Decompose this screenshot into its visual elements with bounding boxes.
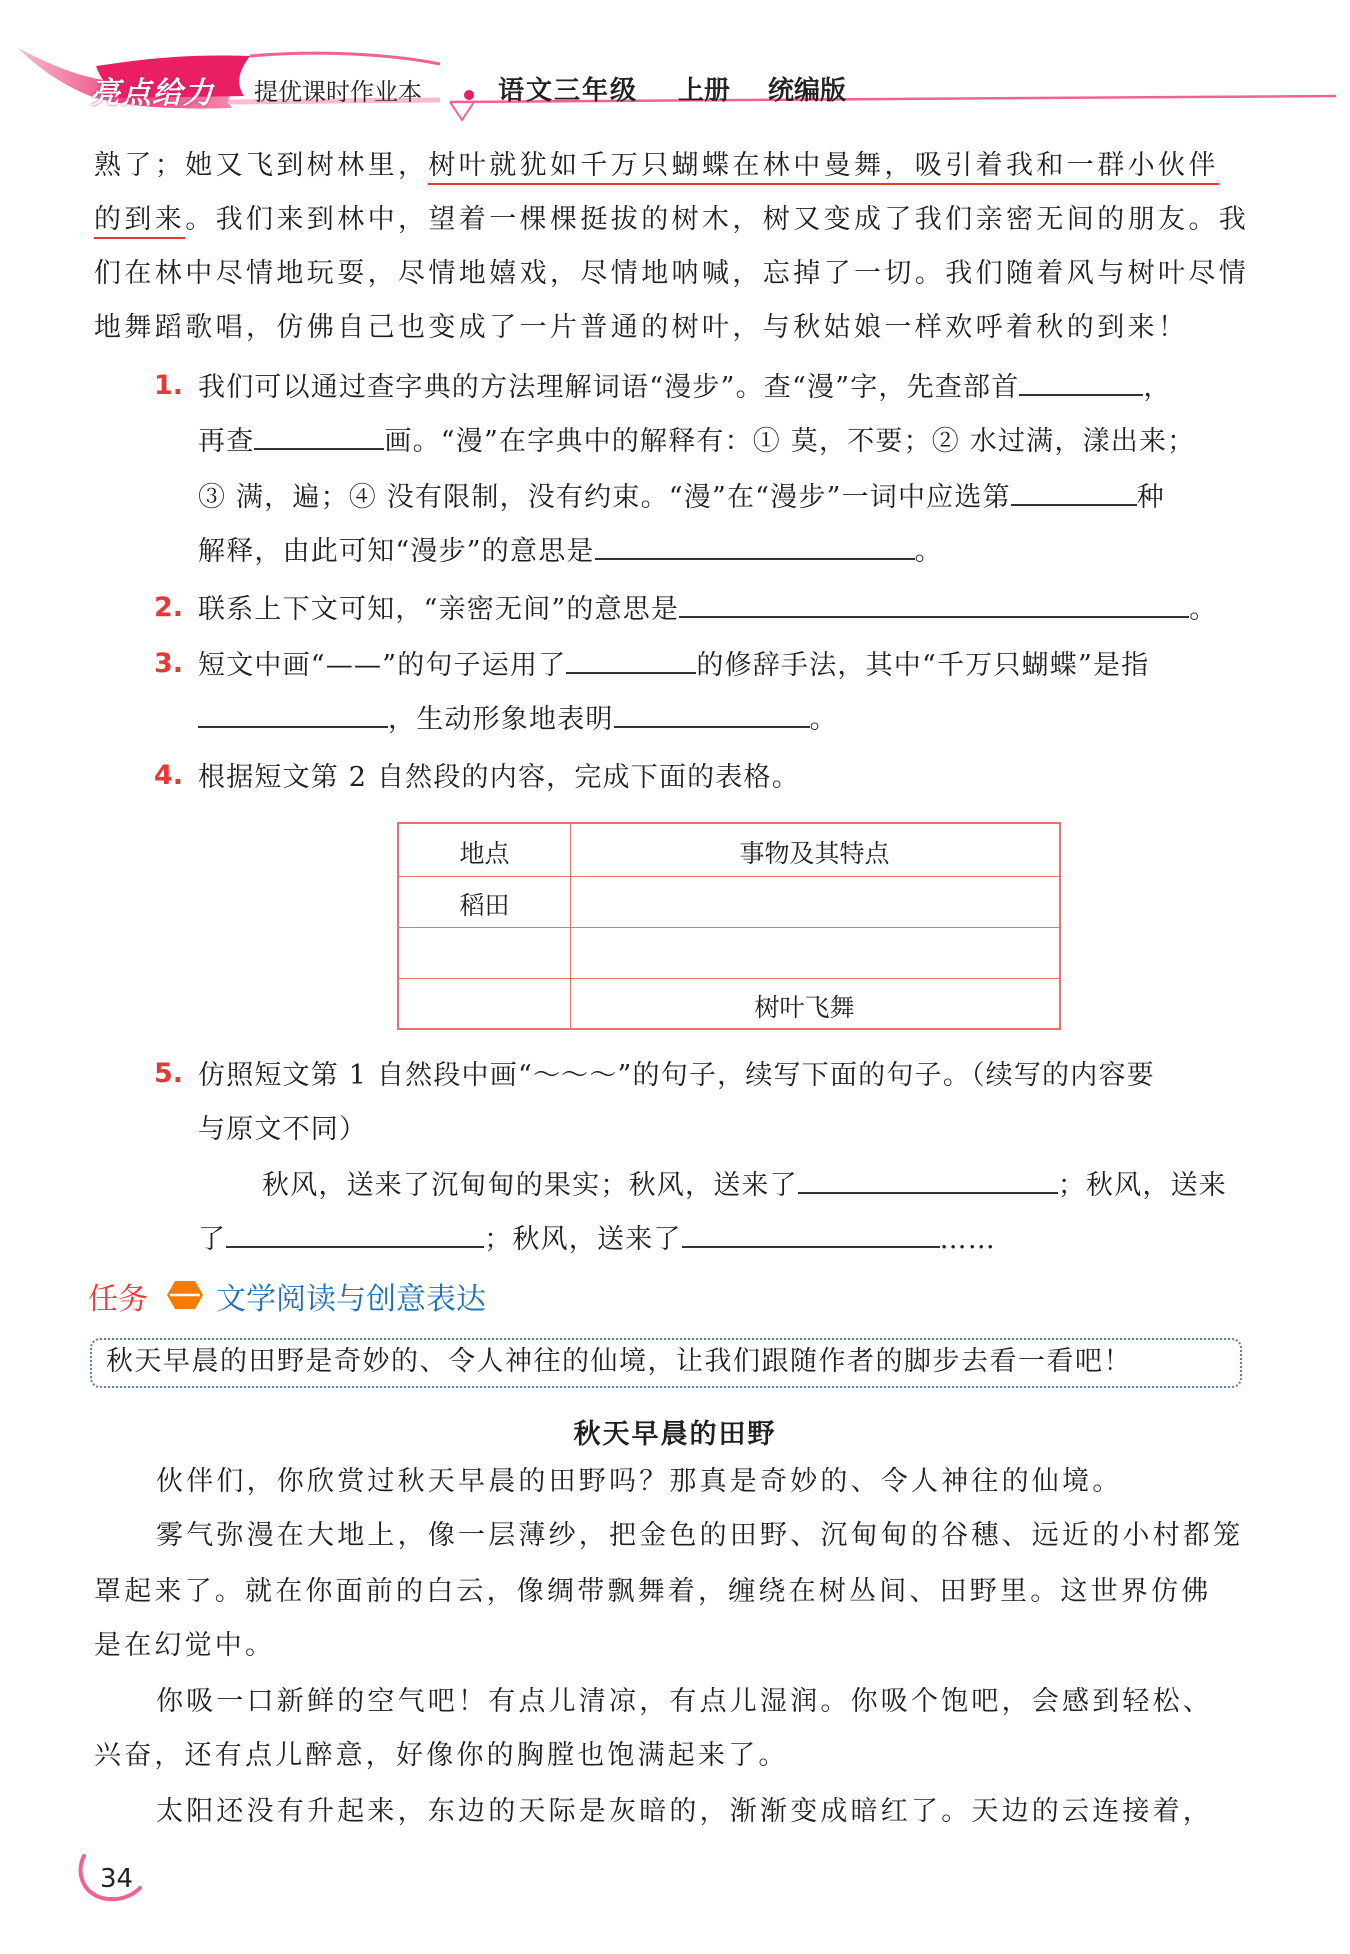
table-cell-answer[interactable] <box>570 886 1059 922</box>
edition-label: 统编版 <box>768 76 847 106</box>
brand-logo: 亮点给力 <box>90 76 214 111</box>
underlined-sentence: 树叶就犹如千万只蝴蝶在林中曼舞，吸引着我和一群小伙伴 <box>428 150 1218 185</box>
answer-blank[interactable] <box>198 704 388 728</box>
table-cell-answer[interactable] <box>399 986 570 1022</box>
question-line: 短文中画“——”的句子运用了 的修辞手法，其中“千万只蝴蝶”是指 <box>198 650 1150 681</box>
question-line: 我们可以通过查字典的方法理解词语“漫步”。查“漫”字，先查部首 ， <box>198 372 1172 403</box>
question-line: ，生动形象地表明 。 <box>198 700 838 740</box>
grade-label: 语文三年级 <box>498 76 639 106</box>
story-line: 太阳还没有升起来，东边的天际是灰暗的，渐渐变成暗红了。天边的云连接着， <box>156 1796 1213 1827</box>
underlined-sentence-end: 的到来 <box>94 204 185 239</box>
passage-line: 地舞蹈歌唱，仿佛自己也变成了一片普通的树叶，与秋姑娘一样欢呼着秋的到来！ <box>94 312 1189 343</box>
question-line: ③ 满，遍；④ 没有限制，没有约束。“漫”在“漫步”一词中应选第 种 <box>198 482 1165 513</box>
hexagon-icon <box>166 1280 204 1310</box>
answer-blank[interactable] <box>682 1224 940 1248</box>
table-cell: 树叶飞舞 <box>754 993 855 1022</box>
answer-blank[interactable] <box>614 704 810 728</box>
passage-line: 的到来。我们来到林中，望着一棵棵挺拔的树木，树又变成了我们亲密无间的朋友。我 <box>94 200 1264 240</box>
answer-blank[interactable] <box>679 594 1189 618</box>
table-cell-answer[interactable] <box>399 936 570 972</box>
question-line: 了 ；秋风，送来了 …… <box>198 1224 997 1255</box>
answer-blank[interactable] <box>226 1224 484 1248</box>
story-line: 你吸一口新鲜的空气吧！有点儿清凉，有点儿湿润。你吸个饱吧，会感到轻松、 <box>156 1686 1213 1717</box>
question-number: 3. <box>154 648 184 679</box>
answer-blank[interactable] <box>254 426 384 450</box>
places-table <box>397 822 1061 1030</box>
question-number: 4. <box>154 760 184 791</box>
passage-line: 们在林中尽情地玩耍，尽情地嬉戏，尽情地呐喊，忘掉了一切。我们随着风与树叶尽情 <box>94 258 1250 289</box>
table-header-place: 地点 <box>459 839 510 868</box>
header-dot <box>464 90 474 100</box>
story-line: 雾气弥漫在大地上，像一层薄纱，把金色的田野、沉甸甸的谷穗、远近的小村都笼 <box>156 1520 1244 1551</box>
story-line: 伙伴们，你欣赏过秋天早晨的田野吗？那真是奇妙的、令人神往的仙境。 <box>156 1466 1123 1497</box>
task-intro-text: 秋天早晨的田野是奇妙的、令人神往的仙境，让我们跟随作者的脚步去看一看吧！ <box>106 1346 1132 1377</box>
question-line: 解释，由此可知“漫步”的意思是 。 <box>198 536 943 567</box>
question-line: 与原文不同） <box>198 1114 368 1145</box>
question-line: 根据短文第 2 自然段的内容，完成下面的表格。 <box>198 762 800 793</box>
table-cell: 稻田 <box>459 891 510 920</box>
table-header-features: 事物及其特点 <box>739 839 890 868</box>
series-subtitle: 提优课时作业本 <box>254 78 422 106</box>
answer-blank[interactable] <box>1011 482 1137 506</box>
story-line: 兴奋，还有点儿醉意，好像你的胸膛也饱满起来了。 <box>94 1740 789 1771</box>
page-number: 34 <box>100 1864 134 1894</box>
story-line: 罩起来了。就在你面前的白云，像绸带飘舞着，缠绕在树丛间、田野里。这世界仿佛 <box>94 1576 1212 1607</box>
question-number: 1. <box>154 370 184 401</box>
question-line: 仿照短文第 1 自然段中画“～～～”的句子，续写下面的句子。（续写的内容要 <box>198 1060 1155 1091</box>
question-line: 联系上下文可知，“亲密无间”的意思是 。 <box>198 594 1218 625</box>
passage-line: 熟了；她又飞到树林里，树叶就犹如千万只蝴蝶在林中曼舞，吸引着我和一群小伙伴 <box>94 146 1264 186</box>
answer-blank[interactable] <box>1019 372 1143 396</box>
task-title: 文学阅读与创意表达 <box>216 1282 486 1317</box>
task-label: 任务 <box>88 1282 148 1317</box>
question-number: 2. <box>154 592 184 623</box>
story-line: 是在幻觉中。 <box>94 1630 276 1661</box>
answer-blank[interactable] <box>566 650 696 674</box>
question-line: 再查 画。“漫”在字典中的解释有：① 莫，不要；② 水过满，漾出来； <box>198 426 1196 457</box>
story-title: 秋天早晨的田野 <box>573 1419 777 1450</box>
answer-blank[interactable] <box>798 1170 1058 1194</box>
question-number: 5. <box>154 1058 184 1089</box>
table-cell-answer[interactable] <box>570 936 1059 972</box>
answer-blank[interactable] <box>595 536 915 560</box>
question-line: 秋风，送来了沉甸甸的果实；秋风，送来了 ；秋风，送来 <box>262 1170 1228 1201</box>
volume-label: 上册 <box>678 76 731 106</box>
